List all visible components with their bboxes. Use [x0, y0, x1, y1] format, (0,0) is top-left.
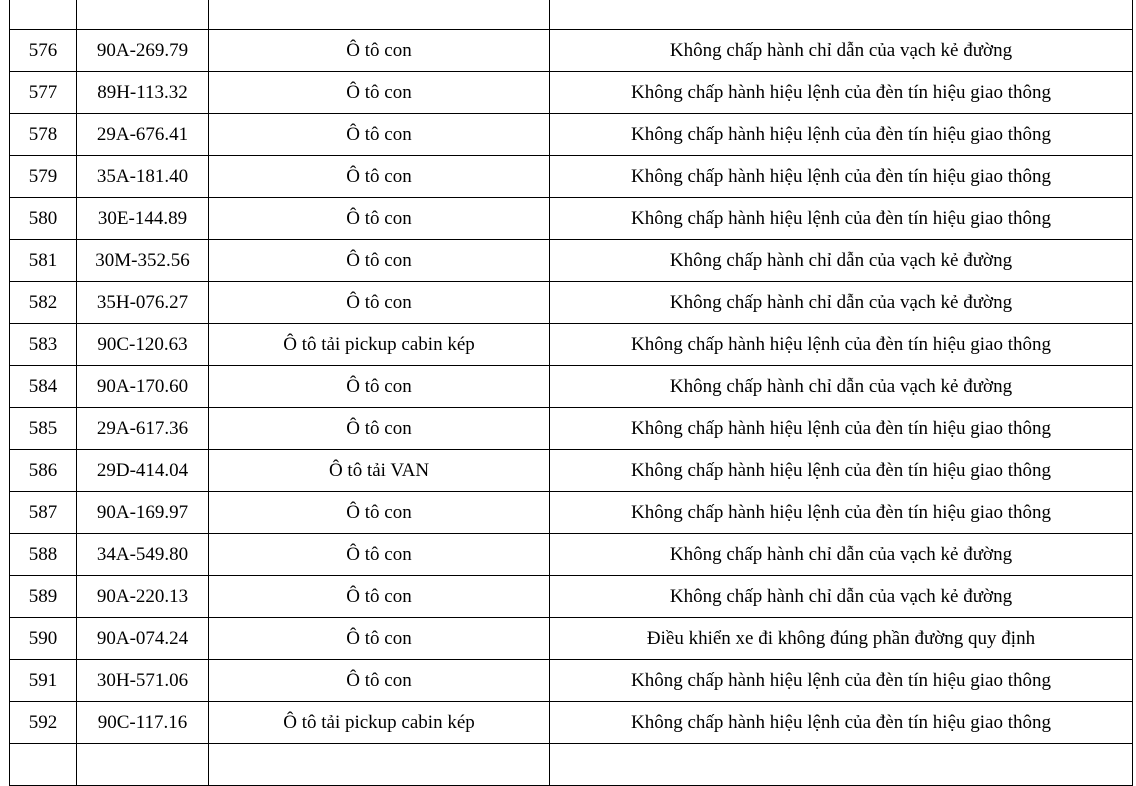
table-row: [10, 576, 1133, 618]
violation-cell: Không chấp hành chỉ dẫn của vạch kẻ đường: [550, 30, 1133, 72]
vehicle-type-cell: [209, 0, 550, 30]
license-plate-cell: 90C-120.63: [77, 324, 209, 366]
row-number-cell: [10, 0, 77, 30]
vehicle-type-cell: Ô tô con: [209, 198, 550, 240]
license-plate-cell: 29D-414.04: [77, 450, 209, 492]
violation-cell: Không chấp hành hiệu lệnh của đèn tín hiệu giao thông: [550, 702, 1133, 744]
table-row: [10, 366, 1133, 408]
license-plate-cell: 89H-113.32: [77, 72, 209, 114]
vehicle-type-cell: Ô tô tải pickup cabin kép: [209, 324, 550, 366]
row-number-cell: 588: [10, 534, 77, 576]
row-number-cell: 576: [10, 30, 77, 72]
table-row: [10, 450, 1133, 492]
vehicle-type-cell: Ô tô con: [209, 72, 550, 114]
vehicle-type-cell: Ô tô con: [209, 660, 550, 702]
license-plate-cell: 90A-169.97: [77, 492, 209, 534]
license-plate-cell: 90C-117.16: [77, 702, 209, 744]
vehicle-type-cell: Ô tô con: [209, 156, 550, 198]
violation-cell: Không chấp hành hiệu lệnh của đèn tín hiệu giao thông: [550, 72, 1133, 114]
row-number-cell: 587: [10, 492, 77, 534]
row-number-cell: 582: [10, 282, 77, 324]
violations-table-body: [10, 0, 1133, 786]
license-plate-cell: 35A-181.40: [77, 156, 209, 198]
license-plate-cell: 29A-676.41: [77, 114, 209, 156]
violation-cell: Không chấp hành hiệu lệnh của đèn tín hiệu giao thông: [550, 408, 1133, 450]
row-number-cell: 579: [10, 156, 77, 198]
table-row: [10, 492, 1133, 534]
table-row: [10, 618, 1133, 660]
violations-table: [9, 0, 1133, 786]
table-row: [10, 156, 1133, 198]
license-plate-cell: 34A-549.80: [77, 534, 209, 576]
row-number-cell: 580: [10, 198, 77, 240]
license-plate-cell: 30E-144.89: [77, 198, 209, 240]
license-plate-cell: 29A-617.36: [77, 408, 209, 450]
row-number-cell: 591: [10, 660, 77, 702]
license-plate-cell: 90A-269.79: [77, 30, 209, 72]
table-row: [10, 534, 1133, 576]
row-number-cell: 592: [10, 702, 77, 744]
violation-cell: [550, 0, 1133, 30]
table-row-partial-top: [10, 0, 1133, 30]
violation-cell: Không chấp hành chỉ dẫn của vạch kẻ đường: [550, 240, 1133, 282]
row-number-cell: 584: [10, 366, 77, 408]
violation-cell: Không chấp hành hiệu lệnh của đèn tín hiệu giao thông: [550, 450, 1133, 492]
vehicle-type-cell: Ô tô con: [209, 282, 550, 324]
table-row: [10, 72, 1133, 114]
violation-cell: Không chấp hành chỉ dẫn của vạch kẻ đường: [550, 576, 1133, 618]
vehicle-type-cell: Ô tô con: [209, 114, 550, 156]
violation-cell: Không chấp hành hiệu lệnh của đèn tín hiệu giao thông: [550, 660, 1133, 702]
table-row: [10, 240, 1133, 282]
row-number-cell: 583: [10, 324, 77, 366]
violation-cell: Không chấp hành hiệu lệnh của đèn tín hiệu giao thông: [550, 114, 1133, 156]
license-plate-cell: [77, 0, 209, 30]
table-row-partial-bottom: [10, 744, 1133, 786]
row-number-cell: 586: [10, 450, 77, 492]
vehicle-type-cell: Ô tô con: [209, 240, 550, 282]
table-row: [10, 324, 1133, 366]
row-number-cell: 577: [10, 72, 77, 114]
row-number-cell: [10, 744, 77, 786]
row-number-cell: 590: [10, 618, 77, 660]
table-row: [10, 198, 1133, 240]
violation-cell: Điều khiển xe đi không đúng phần đường quy định: [550, 618, 1133, 660]
license-plate-cell: 90A-074.24: [77, 618, 209, 660]
violation-cell: Không chấp hành chỉ dẫn của vạch kẻ đường: [550, 534, 1133, 576]
vehicle-type-cell: Ô tô con: [209, 576, 550, 618]
license-plate-cell: 35H-076.27: [77, 282, 209, 324]
row-number-cell: 589: [10, 576, 77, 618]
violation-cell: Không chấp hành chỉ dẫn của vạch kẻ đường: [550, 366, 1133, 408]
violation-cell: [550, 744, 1133, 786]
violation-cell: Không chấp hành hiệu lệnh của đèn tín hiệu giao thông: [550, 492, 1133, 534]
row-number-cell: 581: [10, 240, 77, 282]
vehicle-type-cell: Ô tô tải pickup cabin kép: [209, 702, 550, 744]
license-plate-cell: 30M-352.56: [77, 240, 209, 282]
license-plate-cell: 30H-571.06: [77, 660, 209, 702]
vehicle-type-cell: [209, 744, 550, 786]
row-number-cell: 578: [10, 114, 77, 156]
table-row: [10, 408, 1133, 450]
license-plate-cell: 90A-220.13: [77, 576, 209, 618]
vehicle-type-cell: Ô tô con: [209, 492, 550, 534]
vehicle-type-cell: Ô tô con: [209, 618, 550, 660]
license-plate-cell: [77, 744, 209, 786]
vehicle-type-cell: Ô tô con: [209, 534, 550, 576]
license-plate-cell: 90A-170.60: [77, 366, 209, 408]
violation-cell: Không chấp hành hiệu lệnh của đèn tín hiệu giao thông: [550, 198, 1133, 240]
vehicle-type-cell: Ô tô con: [209, 408, 550, 450]
violation-cell: Không chấp hành hiệu lệnh của đèn tín hiệu giao thông: [550, 156, 1133, 198]
violation-cell: Không chấp hành hiệu lệnh của đèn tín hiệu giao thông: [550, 324, 1133, 366]
table-row: [10, 30, 1133, 72]
violation-cell: Không chấp hành chỉ dẫn của vạch kẻ đường: [550, 282, 1133, 324]
vehicle-type-cell: Ô tô con: [209, 366, 550, 408]
vehicle-type-cell: Ô tô tải VAN: [209, 450, 550, 492]
row-number-cell: 585: [10, 408, 77, 450]
table-row: [10, 282, 1133, 324]
table-row: [10, 660, 1133, 702]
table-row: [10, 114, 1133, 156]
vehicle-type-cell: Ô tô con: [209, 30, 550, 72]
